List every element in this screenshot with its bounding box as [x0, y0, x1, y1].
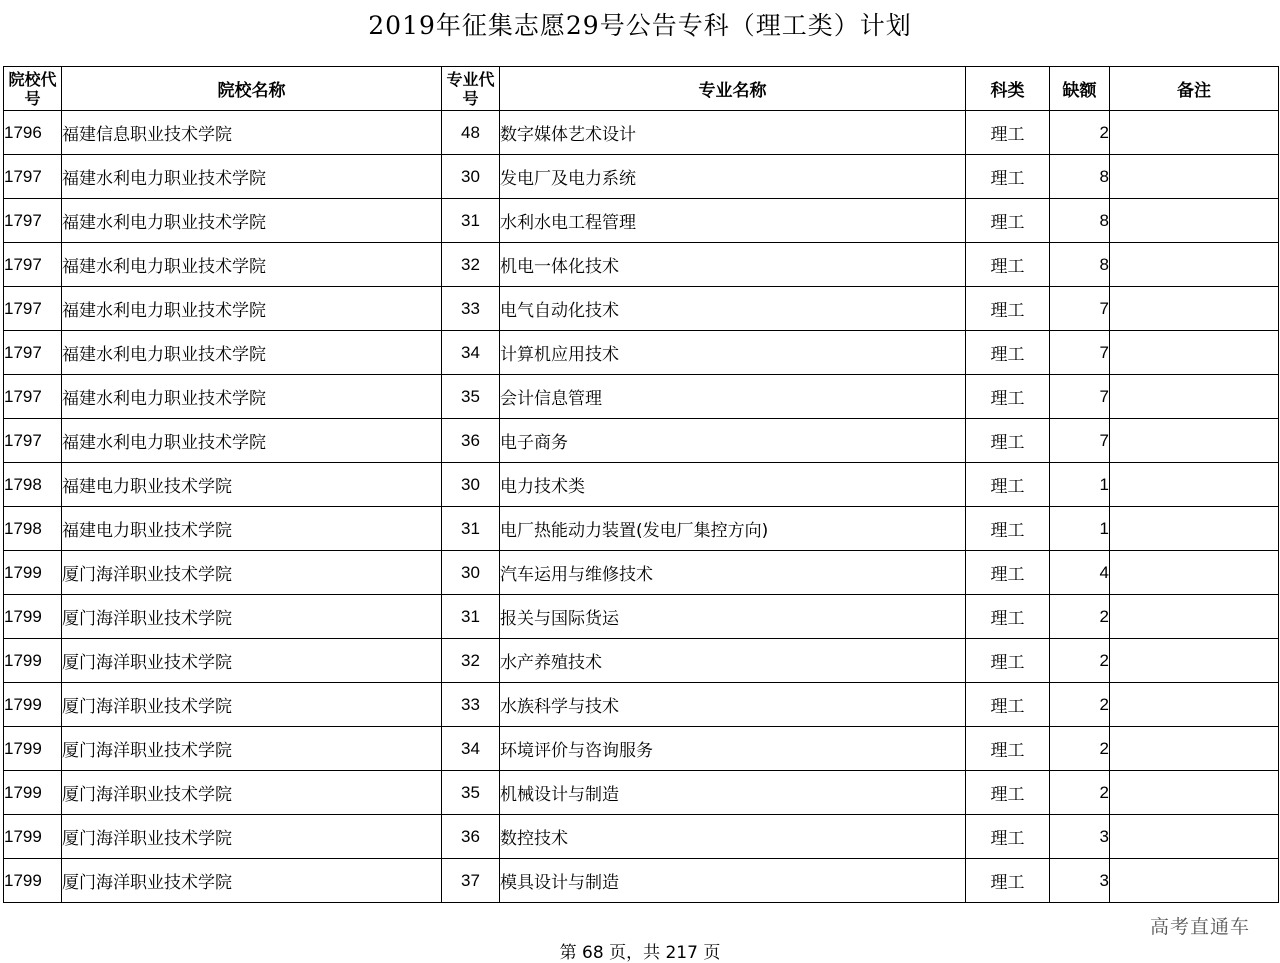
cell-note [1110, 683, 1279, 727]
cell-note [1110, 595, 1279, 639]
header-note: 备注 [1110, 67, 1279, 111]
cell-category: 理工 [966, 815, 1050, 859]
cell-category: 理工 [966, 639, 1050, 683]
cell-category: 理工 [966, 287, 1050, 331]
cell-major-code: 31 [442, 199, 500, 243]
cell-major-name: 水产养殖技术 [500, 639, 966, 683]
cell-quota: 2 [1050, 683, 1110, 727]
cell-school-name: 福建水利电力职业技术学院 [62, 287, 442, 331]
cell-major-code: 30 [442, 155, 500, 199]
cell-quota: 1 [1050, 463, 1110, 507]
cell-quota: 7 [1050, 375, 1110, 419]
table-row [4, 419, 1279, 463]
cell-category: 理工 [966, 507, 1050, 551]
header-quota: 缺额 [1050, 67, 1110, 111]
cell-major-code: 37 [442, 859, 500, 903]
cell-major-code: 34 [442, 331, 500, 375]
cell-major-code: 32 [442, 243, 500, 287]
table-row [4, 111, 1279, 155]
cell-quota: 2 [1050, 111, 1110, 155]
cell-major-name: 发电厂及电力系统 [500, 155, 966, 199]
cell-quota: 8 [1050, 199, 1110, 243]
cell-quota: 1 [1050, 507, 1110, 551]
cell-note [1110, 551, 1279, 595]
header-major-name: 专业名称 [500, 67, 966, 111]
cell-school-code: 1797 [4, 375, 62, 419]
cell-major-name: 数字媒体艺术设计 [500, 111, 966, 155]
table-row [4, 551, 1279, 595]
cell-quota: 2 [1050, 771, 1110, 815]
cell-school-name: 福建水利电力职业技术学院 [62, 199, 442, 243]
cell-quota: 4 [1050, 551, 1110, 595]
cell-school-name: 厦门海洋职业技术学院 [62, 595, 442, 639]
cell-school-code: 1797 [4, 155, 62, 199]
cell-school-code: 1797 [4, 331, 62, 375]
table-row [4, 771, 1279, 815]
cell-category: 理工 [966, 243, 1050, 287]
cell-note [1110, 199, 1279, 243]
cell-note [1110, 111, 1279, 155]
cell-note [1110, 815, 1279, 859]
cell-school-code: 1799 [4, 639, 62, 683]
cell-major-code: 34 [442, 727, 500, 771]
cell-major-code: 36 [442, 815, 500, 859]
cell-school-name: 厦门海洋职业技术学院 [62, 551, 442, 595]
cell-category: 理工 [966, 683, 1050, 727]
cell-school-name: 福建水利电力职业技术学院 [62, 155, 442, 199]
header-school-name: 院校名称 [62, 67, 442, 111]
cell-major-name: 电子商务 [500, 419, 966, 463]
cell-category: 理工 [966, 771, 1050, 815]
cell-school-code: 1799 [4, 683, 62, 727]
cell-school-name: 厦门海洋职业技术学院 [62, 727, 442, 771]
cell-note [1110, 771, 1279, 815]
cell-major-name: 机电一体化技术 [500, 243, 966, 287]
page-title: 2019年征集志愿29号公告专科（理工类）计划 [368, 11, 912, 40]
table-row [4, 683, 1279, 727]
cell-note [1110, 155, 1279, 199]
cell-quota: 7 [1050, 331, 1110, 375]
cell-major-code: 33 [442, 287, 500, 331]
cell-category: 理工 [966, 727, 1050, 771]
cell-note [1110, 859, 1279, 903]
cell-category: 理工 [966, 375, 1050, 419]
cell-major-code: 30 [442, 463, 500, 507]
cell-major-code: 31 [442, 507, 500, 551]
header-category: 科类 [966, 67, 1050, 111]
table-row [4, 595, 1279, 639]
cell-category: 理工 [966, 859, 1050, 903]
cell-school-code: 1798 [4, 507, 62, 551]
cell-major-name: 水族科学与技术 [500, 683, 966, 727]
cell-major-code: 32 [442, 639, 500, 683]
header-school-code: 院校代号 [4, 67, 62, 111]
cell-quota: 2 [1050, 727, 1110, 771]
watermark: 高考直通车 [1149, 916, 1250, 938]
cell-school-code: 1799 [4, 859, 62, 903]
page-footer: 第 68 页，共 217 页 [559, 943, 721, 963]
cell-school-code: 1797 [4, 287, 62, 331]
table-row [4, 331, 1279, 375]
cell-school-name: 厦门海洋职业技术学院 [62, 815, 442, 859]
cell-school-name: 福建水利电力职业技术学院 [62, 331, 442, 375]
cell-major-name: 环境评价与咨询服务 [500, 727, 966, 771]
cell-note [1110, 331, 1279, 375]
table-body [4, 111, 1279, 903]
header-major-code: 专业代号 [442, 67, 500, 111]
cell-major-name: 机械设计与制造 [500, 771, 966, 815]
cell-category: 理工 [966, 551, 1050, 595]
cell-school-code: 1799 [4, 595, 62, 639]
cell-major-name: 汽车运用与维修技术 [500, 551, 966, 595]
cell-school-code: 1797 [4, 419, 62, 463]
cell-major-code: 35 [442, 375, 500, 419]
cell-major-code: 35 [442, 771, 500, 815]
table-row [4, 727, 1279, 771]
cell-major-code: 36 [442, 419, 500, 463]
cell-school-code: 1799 [4, 771, 62, 815]
cell-note [1110, 243, 1279, 287]
cell-school-code: 1798 [4, 463, 62, 507]
cell-category: 理工 [966, 463, 1050, 507]
cell-school-name: 厦门海洋职业技术学院 [62, 771, 442, 815]
cell-major-name: 电气自动化技术 [500, 287, 966, 331]
table-row [4, 199, 1279, 243]
cell-quota: 2 [1050, 595, 1110, 639]
cell-quota: 2 [1050, 639, 1110, 683]
cell-quota: 3 [1050, 815, 1110, 859]
cell-school-name: 厦门海洋职业技术学院 [62, 859, 442, 903]
cell-major-code: 33 [442, 683, 500, 727]
cell-school-name: 福建水利电力职业技术学院 [62, 375, 442, 419]
cell-school-name: 福建水利电力职业技术学院 [62, 243, 442, 287]
table-row [4, 375, 1279, 419]
cell-major-name: 水利水电工程管理 [500, 199, 966, 243]
cell-school-code: 1797 [4, 243, 62, 287]
cell-major-name: 电力技术类 [500, 463, 966, 507]
table-row [4, 507, 1279, 551]
table-row [4, 859, 1279, 903]
cell-category: 理工 [966, 111, 1050, 155]
cell-major-name: 会计信息管理 [500, 375, 966, 419]
cell-school-code: 1799 [4, 727, 62, 771]
cell-major-name: 计算机应用技术 [500, 331, 966, 375]
table-row [4, 639, 1279, 683]
cell-school-name: 厦门海洋职业技术学院 [62, 639, 442, 683]
cell-school-name: 福建电力职业技术学院 [62, 463, 442, 507]
cell-school-name: 福建电力职业技术学院 [62, 507, 442, 551]
cell-category: 理工 [966, 419, 1050, 463]
cell-school-code: 1796 [4, 111, 62, 155]
cell-note [1110, 463, 1279, 507]
cell-major-name: 模具设计与制造 [500, 859, 966, 903]
cell-quota: 7 [1050, 419, 1110, 463]
cell-note [1110, 375, 1279, 419]
cell-quota: 8 [1050, 155, 1110, 199]
cell-category: 理工 [966, 595, 1050, 639]
cell-school-name: 福建水利电力职业技术学院 [62, 419, 442, 463]
cell-category: 理工 [966, 199, 1050, 243]
cell-note [1110, 287, 1279, 331]
cell-school-name: 福建信息职业技术学院 [62, 111, 442, 155]
cell-note [1110, 419, 1279, 463]
cell-school-name: 厦门海洋职业技术学院 [62, 683, 442, 727]
cell-quota: 8 [1050, 243, 1110, 287]
table-row [4, 243, 1279, 287]
cell-major-code: 30 [442, 551, 500, 595]
cell-quota: 7 [1050, 287, 1110, 331]
table-row [4, 287, 1279, 331]
cell-category: 理工 [966, 155, 1050, 199]
cell-major-name: 数控技术 [500, 815, 966, 859]
table-row [4, 155, 1279, 199]
cell-note [1110, 507, 1279, 551]
cell-school-code: 1799 [4, 551, 62, 595]
header-row [4, 67, 1279, 111]
cell-note [1110, 639, 1279, 683]
cell-major-code: 31 [442, 595, 500, 639]
cell-major-name: 电厂热能动力装置(发电厂集控方向) [500, 507, 966, 551]
cell-quota: 3 [1050, 859, 1110, 903]
cell-school-code: 1799 [4, 815, 62, 859]
cell-category: 理工 [966, 331, 1050, 375]
cell-major-name: 报关与国际货运 [500, 595, 966, 639]
plan-table [3, 66, 1279, 903]
cell-note [1110, 727, 1279, 771]
table-row [4, 463, 1279, 507]
cell-major-code: 48 [442, 111, 500, 155]
table-row [4, 815, 1279, 859]
cell-school-code: 1797 [4, 199, 62, 243]
